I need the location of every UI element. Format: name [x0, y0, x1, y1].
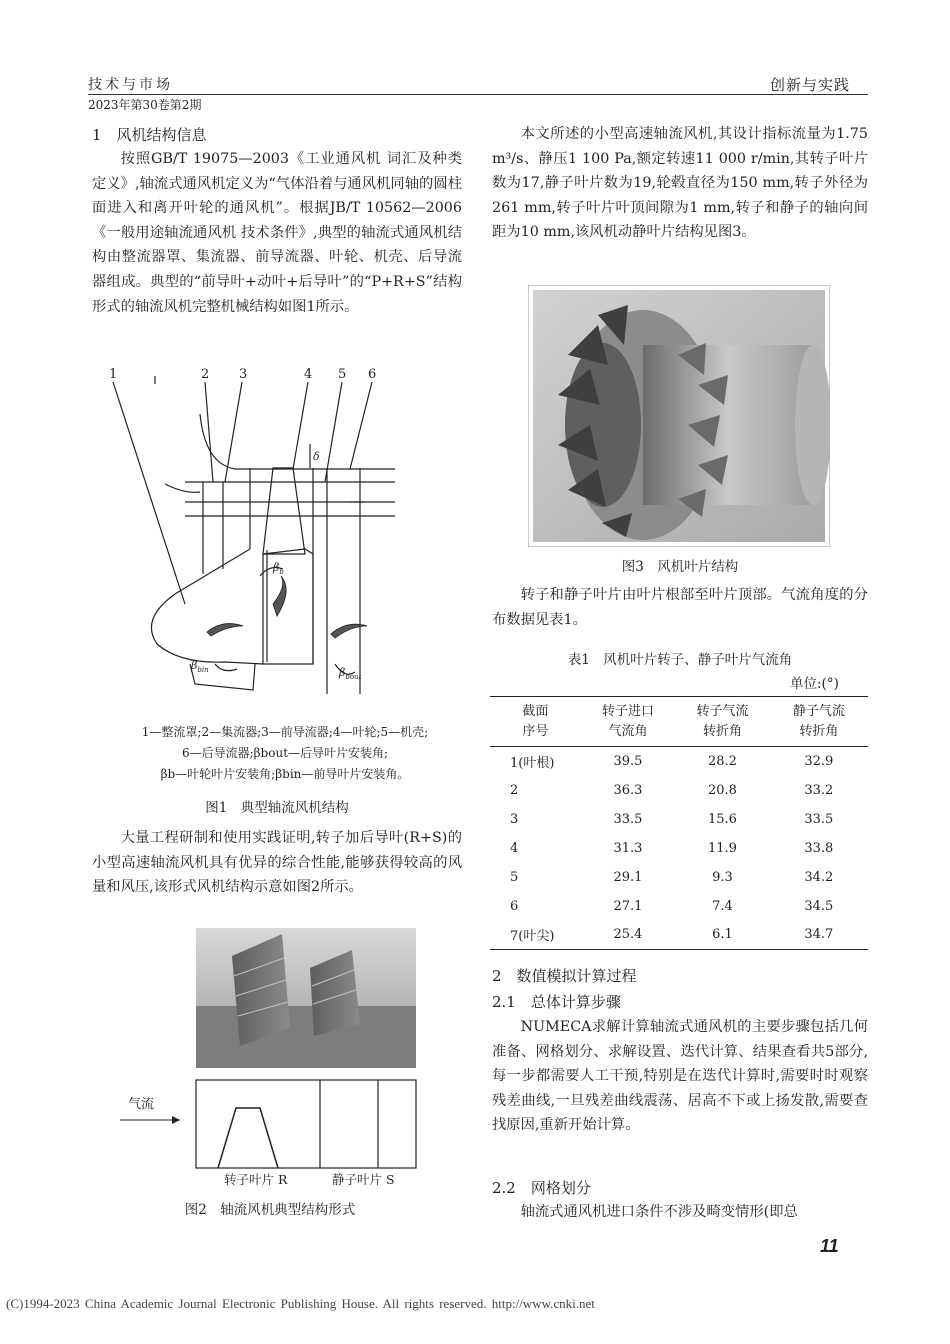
table-1-unit: 单位:(°) — [790, 676, 839, 692]
fig1-label-2: 2 — [201, 367, 210, 382]
table-row: 7(叶尖) 25.4 6.1 34.7 — [510, 927, 834, 945]
column-name: 创新与实践 — [770, 76, 851, 94]
paragraph-1: 按照GB/T 19075—2003《工业通风机 词汇及种类定义》,轴流式通风机定义为“气体沿着与通风机同轴的圆柱面进入和离开叶轮的通风机”。根据JB/T 10562—2006《一般用途轴流通风机 技术条件》,典型的轴流式通风机结构由整流器罩、集流器、前导流器、叶轮、机壳、后导流器组成。典型的“前导叶+动叶+后导叶”的“P+R+S”结构形式的轴流风机完整机械结构如图1所示。 — [92, 151, 462, 315]
table-row: 5 29.1 9.3 34.2 — [510, 869, 834, 885]
fig1-beta-bout: $\beta_{bout}$ — [339, 666, 362, 681]
section-1-title: 1 风机结构信息 — [92, 126, 207, 144]
header-rule — [88, 94, 868, 95]
fig1-label-6: 6 — [368, 367, 377, 382]
subsection-2-1-title: 2.1 总体计算步骤 — [492, 993, 621, 1011]
volume-info: 2023年第30卷第2期 — [88, 98, 202, 112]
table-row: 6 27.1 7.4 34.5 — [510, 898, 834, 914]
fig2-airflow-label: 气流 — [128, 1097, 155, 1112]
subsection-2-2-title: 2.2 网格划分 — [492, 1179, 591, 1197]
journal-name: 技术与市场 — [88, 77, 173, 93]
page-number: 11 — [820, 1236, 839, 1256]
figure-1-fan-structure — [95, 364, 395, 709]
table-1-title: 表1 风机叶片转子、静子叶片气流角 — [567, 652, 793, 668]
copyright-footer: (C)1994-2023 China Academic Journal Electronic Publishing House. All rights reserved. http://www.cnki.net — [6, 1296, 595, 1311]
figure-2-rs-structure — [120, 928, 420, 1190]
fig1-beta-bin: $\beta_{bin}$ — [191, 659, 209, 674]
table-header-cell: 转子气流 转折角 — [696, 703, 749, 739]
fig1-beta-b: $\beta_b$ — [273, 561, 284, 576]
table-row: 1(叶根) 39.5 28.2 32.9 — [510, 753, 834, 771]
fig1-label-1: 1 — [109, 367, 118, 382]
paragraph-2: 大量工程研制和使用实践证明,转子加后导叶(R+S)的小型高速轴流风机具有优异的综合性能,能够获得较高的风量和风压,该形式风机结构示意如图2所示。 — [92, 830, 462, 896]
figure-1-legend — [80, 722, 490, 785]
fig2-stator-label: 静子叶片 S — [332, 1172, 395, 1187]
fig1-label-5: 5 — [338, 367, 347, 382]
paragraph-6: 轴流式通风机进口条件不涉及畸变情形(即总 — [520, 1204, 798, 1220]
table-row: 2 36.3 20.8 33.2 — [510, 782, 834, 798]
figure-3-blade-structure — [528, 285, 830, 547]
table-header-row — [490, 697, 868, 747]
table-header-cell: 截面 序号 — [522, 703, 549, 739]
fig1-label-4: 4 — [304, 367, 313, 382]
table-header-cell: 转子进口 气流角 — [601, 703, 654, 739]
paragraph-5: NUMECA求解计算轴流式通风机的主要步骤包括几何准备、网格划分、求解设置、迭代计算、结果查看共5部分,每一步都需要人工干预,特别是在迭代计算时,需要时时观察残差曲线,一旦残差曲线震荡、居高不下或上扬发散,需要查找原因,重新开始计算。 — [492, 1019, 868, 1134]
table-1 — [490, 696, 868, 950]
fig1-label-3: 3 — [239, 367, 248, 382]
fig1-legend-line-3: βb—叶轮叶片安装角;βbin—前导叶片安装角。 — [160, 767, 410, 781]
fig1-delta: δ — [313, 450, 320, 463]
table-row: 4 31.3 11.9 33.8 — [510, 840, 834, 856]
fig1-legend-line-2: 6—后导流器;βbout—后导叶片安装角; — [181, 746, 389, 760]
figure-2-caption: 图2 轴流风机典型结构形式 — [184, 1202, 356, 1218]
table-row: 3 33.5 15.6 33.5 — [510, 811, 834, 827]
figure-1-caption: 图1 典型轴流风机结构 — [205, 800, 349, 816]
paragraph-3: 本文所述的小型高速轴流风机,其设计指标流量为1.75 m³/s、静压1 100 Pa,额定转速11 000 r/min,其转子叶片数为17,静子叶片数为19,轮毂直径为150 mm,转子外径为261 mm,转子叶片叶顶间隙为1 mm,转子和静子的轴向间距为10 mm,该风机动静叶片结构见图3。 — [492, 126, 868, 241]
fig1-legend-line-1: 1—整流罩;2—集流器;3—前导流器;4—叶轮;5—机壳; — [141, 725, 429, 739]
figure-3-caption: 图3 风机叶片结构 — [621, 559, 739, 575]
fig2-rotor-label: 转子叶片 R — [224, 1172, 288, 1187]
section-2-title: 2 数值模拟计算过程 — [492, 967, 637, 985]
paragraph-4: 转子和静子叶片由叶片根部至叶片顶部。气流角度的分布数据见表1。 — [492, 587, 868, 628]
table-header-cell: 静子气流 转折角 — [792, 703, 845, 739]
